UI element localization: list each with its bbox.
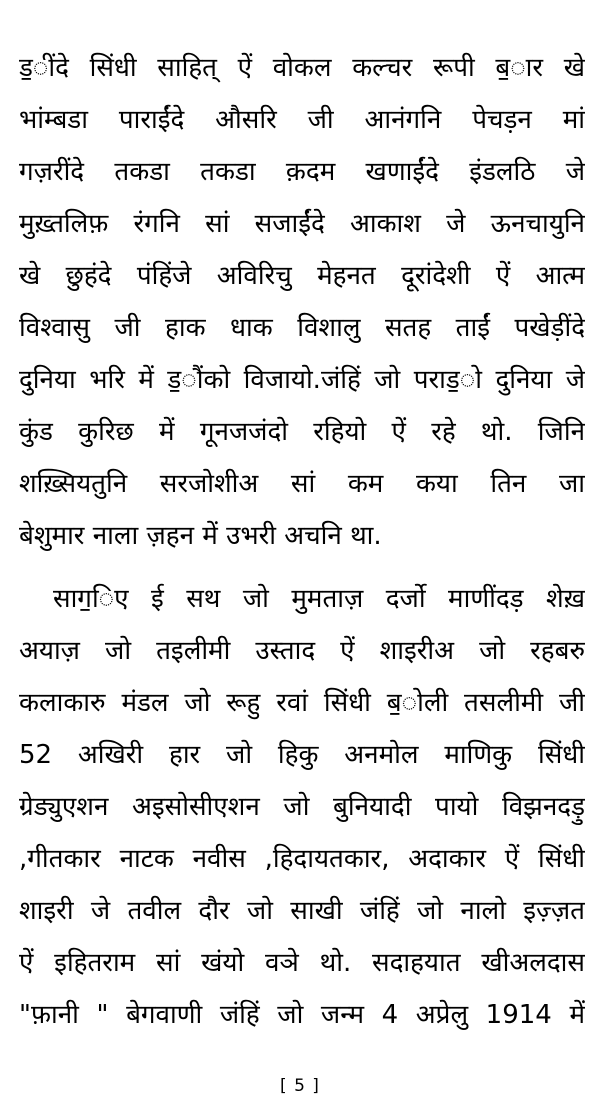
paragraph-2 xyxy=(19,573,585,1041)
text-line: बेशुमार नाला ज़हन में उभरी अचनि था. xyxy=(19,521,382,551)
text-line: ड॒ींदे सिंधी साहित् ऐं वोकल कल्चर रूपी ब॒ार खे xyxy=(19,53,585,83)
text-line: मुख़्तलिफ़ रंगनि सां सजाईंदे आकाश जे ऊनचायुनि xyxy=(19,209,585,239)
text-line: 52 अखिरी हार जो हिकु अनमोल माणिकु सिंधी xyxy=(19,740,585,770)
text-line: विश्वासु जी हाक धाक विशालु सतह ताईं पखेड़ींदे xyxy=(19,313,585,343)
text-line: कुंड कुरिछ में गूनजजंदो रहियो ऐं रहे थो. जिनि xyxy=(19,417,585,447)
text-line: खे छुहंदे पंहिंजे अविरिचु मेहनत दूरांदेशी ऐं आत्म xyxy=(19,261,585,291)
text-line: ग्रेड्युएशन अइसोसीएशन जो बुनियादी पायो विझनदड़ु xyxy=(19,792,585,822)
text-line: भांम्बडा पाराईंदे औसरि जी आनंगनि पेचड़न मां xyxy=(19,105,585,135)
text-line: अयाज़ जो तइलीमी उस्ताद ऐं शाइरीअ जो रहबरु xyxy=(19,636,585,666)
text-line: साग॒िए ई सथ जो मुमताज़ दर्जो माणींदड़ शेख़ xyxy=(53,584,585,614)
paragraph-1 xyxy=(19,42,585,562)
text-line: दुनिया भरि में ड॒ौंको विजायो.जंहिं जो पराड॒ो दुनिया जे xyxy=(19,365,585,395)
text-line: शख़्सियतुनि सरजोशीअ सां कम कया तिन जा xyxy=(19,469,585,499)
text-line: गज़रींदे तकडा तकडा क़दम खणाईंदे इंडलठि जे xyxy=(19,157,585,187)
text-line: कलाकारु मंडल जो रूहु रवां सिंधी ब॒ोली तसलीमी जी xyxy=(19,688,585,718)
page-number: [ 5 ] xyxy=(280,1076,320,1096)
text-line: "फ़ानी " बेगवाणी जंहिं जो जन्म 4 अप्रेलु 1914 में xyxy=(19,1000,585,1030)
text-line: शाइरी जे तवील दौर जो साखी जंहिं जो नालो इज़्ज़त xyxy=(19,896,585,926)
text-line: ऐं इहितराम सां खंयो वञे थो. सदाहयात खीअलदास xyxy=(19,948,585,978)
text-line: ,गीतकार नाटक नवीस ,हिदायतकार, अदाकार ऐं सिंधी xyxy=(19,844,585,874)
